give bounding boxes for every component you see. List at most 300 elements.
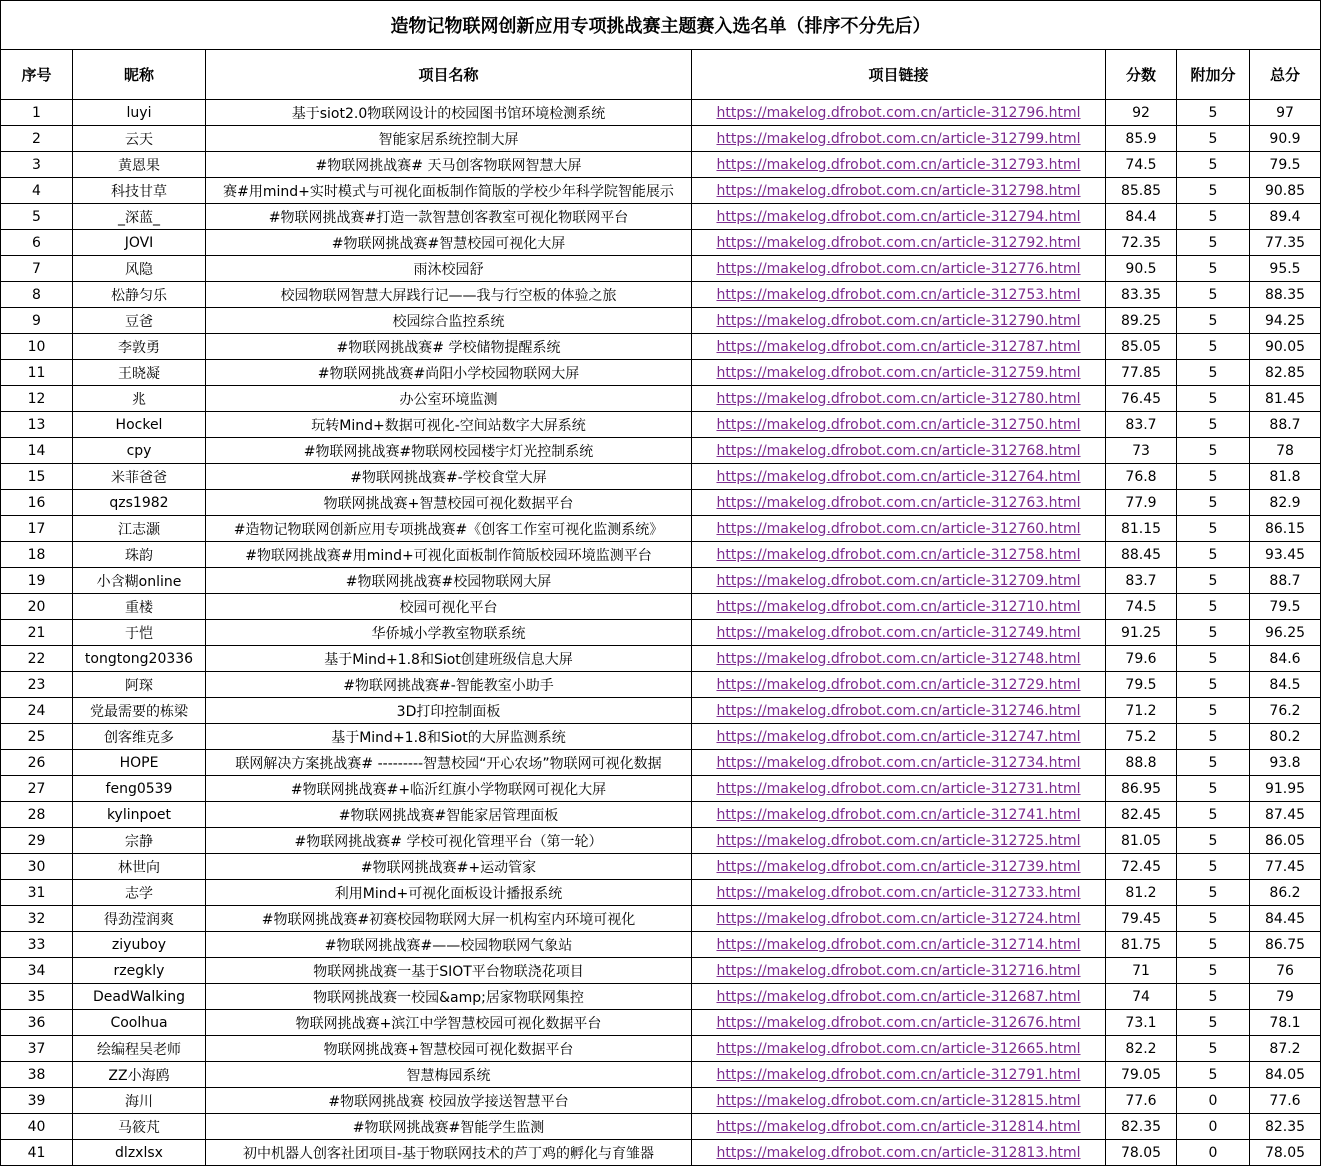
row-link-cell[interactable]: https://makelog.dfrobot.com.cn/article-312796.html (692, 100, 1106, 126)
column-header-score: 分数 (1106, 50, 1177, 100)
row-score-cell: 89.25 (1106, 308, 1177, 334)
row-index-cell: 17 (1, 516, 73, 542)
row-score-cell: 83.35 (1106, 282, 1177, 308)
row-link-cell[interactable]: https://makelog.dfrobot.com.cn/article-312716.html (692, 958, 1106, 984)
row-bonus-cell: 5 (1177, 360, 1250, 386)
row-bonus-cell: 5 (1177, 698, 1250, 724)
row-index-cell: 41 (1, 1140, 73, 1166)
row-bonus-cell: 5 (1177, 334, 1250, 360)
row-index-cell: 18 (1, 542, 73, 568)
row-link-cell[interactable]: https://makelog.dfrobot.com.cn/article-312780.html (692, 386, 1106, 412)
row-index-cell: 1 (1, 100, 73, 126)
row-project-cell: #物联网挑战赛#初赛校园物联网大屏一机构室内环境可视化 (206, 906, 692, 932)
row-link-cell[interactable]: https://makelog.dfrobot.com.cn/article-312747.html (692, 724, 1106, 750)
row-nickname-cell: Hockel (73, 412, 206, 438)
table-row (1, 1114, 1321, 1140)
row-project-cell: 智能家居系统控制大屏 (206, 126, 692, 152)
row-project-cell: 办公室环境监测 (206, 386, 692, 412)
row-link-cell[interactable]: https://makelog.dfrobot.com.cn/article-312665.html (692, 1036, 1106, 1062)
row-total-cell: 89.4 (1250, 204, 1321, 230)
row-bonus-cell: 5 (1177, 646, 1250, 672)
row-link-cell[interactable]: https://makelog.dfrobot.com.cn/article-312724.html (692, 906, 1106, 932)
table-row (1, 568, 1321, 594)
row-total-cell: 79.5 (1250, 594, 1321, 620)
row-link-cell[interactable]: https://makelog.dfrobot.com.cn/article-312815.html (692, 1088, 1106, 1114)
row-index-cell: 6 (1, 230, 73, 256)
row-bonus-cell: 5 (1177, 464, 1250, 490)
row-total-cell: 87.2 (1250, 1036, 1321, 1062)
row-project-cell: #物联网挑战赛#尚阳小学校园物联网大屏 (206, 360, 692, 386)
row-nickname-cell: DeadWalking (73, 984, 206, 1010)
row-project-cell: 物联网挑战赛+智慧校园可视化数据平台 (206, 1036, 692, 1062)
row-bonus-cell: 5 (1177, 958, 1250, 984)
row-nickname-cell: 豆爸 (73, 308, 206, 334)
row-total-cell: 79 (1250, 984, 1321, 1010)
row-score-cell: 77.6 (1106, 1088, 1177, 1114)
row-score-cell: 73 (1106, 438, 1177, 464)
row-total-cell: 82.35 (1250, 1114, 1321, 1140)
row-link-cell[interactable]: https://makelog.dfrobot.com.cn/article-312814.html (692, 1114, 1106, 1140)
column-header-total: 总分 (1250, 50, 1321, 100)
row-project-cell: #造物记物联网创新应用专项挑战赛#《创客工作室可视化监测系统》 (206, 516, 692, 542)
row-project-cell: 联网解决方案挑战赛# ---------智慧校园“开心农场”物联网可视化数据 (206, 750, 692, 776)
column-header-link: 项目链接 (692, 50, 1106, 100)
row-index-cell: 28 (1, 802, 73, 828)
row-bonus-cell: 5 (1177, 1036, 1250, 1062)
row-link-cell[interactable]: https://makelog.dfrobot.com.cn/article-312746.html (692, 698, 1106, 724)
row-nickname-cell: 小含糊online (73, 568, 206, 594)
row-nickname-cell: 科技甘草 (73, 178, 206, 204)
row-total-cell: 95.5 (1250, 256, 1321, 282)
row-total-cell: 76 (1250, 958, 1321, 984)
row-project-cell: #物联网挑战赛#物联网校园楼宇灯光控制系统 (206, 438, 692, 464)
row-nickname-cell: cpy (73, 438, 206, 464)
row-nickname-cell: dlzxlsx (73, 1140, 206, 1166)
row-bonus-cell: 5 (1177, 568, 1250, 594)
row-project-cell: 校园物联网智慧大屏践行记——我与行空板的体验之旅 (206, 282, 692, 308)
row-total-cell: 90.05 (1250, 334, 1321, 360)
row-index-cell: 20 (1, 594, 73, 620)
row-total-cell: 82.9 (1250, 490, 1321, 516)
row-nickname-cell: 黄恩果 (73, 152, 206, 178)
row-link-cell[interactable]: https://makelog.dfrobot.com.cn/article-312790.html (692, 308, 1106, 334)
table-row (1, 152, 1321, 178)
row-score-cell: 92 (1106, 100, 1177, 126)
row-project-cell: 智慧梅园系统 (206, 1062, 692, 1088)
row-bonus-cell: 5 (1177, 1062, 1250, 1088)
row-project-cell: 基于Mind+1.8和Siot的大屏监测系统 (206, 724, 692, 750)
table-row (1, 360, 1321, 386)
table-row (1, 802, 1321, 828)
row-bonus-cell: 5 (1177, 412, 1250, 438)
table-row (1, 776, 1321, 802)
row-score-cell: 82.45 (1106, 802, 1177, 828)
row-nickname-cell: 志学 (73, 880, 206, 906)
row-nickname-cell: 海川 (73, 1088, 206, 1114)
row-nickname-cell: 绘编程吴老师 (73, 1036, 206, 1062)
row-total-cell: 79.5 (1250, 152, 1321, 178)
row-link-cell[interactable]: https://makelog.dfrobot.com.cn/article-312731.html (692, 776, 1106, 802)
row-project-cell: #物联网挑战赛#智慧校园可视化大屏 (206, 230, 692, 256)
row-index-cell: 19 (1, 568, 73, 594)
row-index-cell: 7 (1, 256, 73, 282)
row-link-cell[interactable]: https://makelog.dfrobot.com.cn/article-312794.html (692, 204, 1106, 230)
row-bonus-cell: 5 (1177, 282, 1250, 308)
row-total-cell: 90.85 (1250, 178, 1321, 204)
table-row (1, 230, 1321, 256)
row-score-cell: 88.8 (1106, 750, 1177, 776)
row-bonus-cell: 5 (1177, 490, 1250, 516)
row-bonus-cell: 5 (1177, 126, 1250, 152)
row-bonus-cell: 5 (1177, 100, 1250, 126)
row-score-cell: 88.45 (1106, 542, 1177, 568)
row-bonus-cell: 5 (1177, 204, 1250, 230)
row-index-cell: 25 (1, 724, 73, 750)
row-bonus-cell: 5 (1177, 542, 1250, 568)
row-nickname-cell: feng0539 (73, 776, 206, 802)
row-index-cell: 31 (1, 880, 73, 906)
row-bonus-cell: 5 (1177, 802, 1250, 828)
table-row (1, 1036, 1321, 1062)
row-nickname-cell: rzegkly (73, 958, 206, 984)
row-bonus-cell: 5 (1177, 516, 1250, 542)
table-row (1, 906, 1321, 932)
row-bonus-cell: 5 (1177, 1010, 1250, 1036)
row-bonus-cell: 5 (1177, 230, 1250, 256)
table-row (1, 724, 1321, 750)
row-bonus-cell: 5 (1177, 880, 1250, 906)
row-project-cell: 物联网挑战赛一基于SIOT平台物联浇花项目 (206, 958, 692, 984)
row-bonus-cell: 5 (1177, 932, 1250, 958)
row-index-cell: 9 (1, 308, 73, 334)
row-link-cell[interactable]: https://makelog.dfrobot.com.cn/article-312676.html (692, 1010, 1106, 1036)
table-row (1, 958, 1321, 984)
row-score-cell: 77.85 (1106, 360, 1177, 386)
row-nickname-cell: 重楼 (73, 594, 206, 620)
table-row (1, 126, 1321, 152)
row-link-cell[interactable]: https://makelog.dfrobot.com.cn/article-312768.html (692, 438, 1106, 464)
row-nickname-cell: 王晓凝 (73, 360, 206, 386)
row-index-cell: 30 (1, 854, 73, 880)
row-total-cell: 78 (1250, 438, 1321, 464)
row-score-cell: 83.7 (1106, 412, 1177, 438)
row-total-cell: 86.15 (1250, 516, 1321, 542)
row-link-cell[interactable]: https://makelog.dfrobot.com.cn/article-312787.html (692, 334, 1106, 360)
row-total-cell: 86.05 (1250, 828, 1321, 854)
row-score-cell: 86.95 (1106, 776, 1177, 802)
row-index-cell: 22 (1, 646, 73, 672)
table-row (1, 1062, 1321, 1088)
row-score-cell: 72.45 (1106, 854, 1177, 880)
row-index-cell: 14 (1, 438, 73, 464)
table-row (1, 386, 1321, 412)
row-bonus-cell: 5 (1177, 984, 1250, 1010)
row-nickname-cell: 兆 (73, 386, 206, 412)
table-row (1, 178, 1321, 204)
column-header-bonus: 附加分 (1177, 50, 1250, 100)
row-nickname-cell: qzs1982 (73, 490, 206, 516)
row-link-cell[interactable]: https://makelog.dfrobot.com.cn/article-312749.html (692, 620, 1106, 646)
row-link-cell[interactable]: https://makelog.dfrobot.com.cn/article-312748.html (692, 646, 1106, 672)
row-bonus-cell: 5 (1177, 776, 1250, 802)
row-bonus-cell: 0 (1177, 1088, 1250, 1114)
row-nickname-cell: 党最需要的栋梁 (73, 698, 206, 724)
row-index-cell: 12 (1, 386, 73, 412)
row-link-cell[interactable]: https://makelog.dfrobot.com.cn/article-312792.html (692, 230, 1106, 256)
row-index-cell: 38 (1, 1062, 73, 1088)
row-score-cell: 84.4 (1106, 204, 1177, 230)
row-project-cell: #物联网挑战赛#+运动管家 (206, 854, 692, 880)
row-project-cell: #物联网挑战赛#智能家居管理面板 (206, 802, 692, 828)
row-bonus-cell: 5 (1177, 178, 1250, 204)
row-score-cell: 71 (1106, 958, 1177, 984)
row-project-cell: #物联网挑战赛#+临沂红旗小学物联网可视化大屏 (206, 776, 692, 802)
table-row (1, 750, 1321, 776)
row-total-cell: 84.6 (1250, 646, 1321, 672)
row-total-cell: 97 (1250, 100, 1321, 126)
row-nickname-cell: _深蓝_ (73, 204, 206, 230)
table-row (1, 542, 1321, 568)
row-total-cell: 78.1 (1250, 1010, 1321, 1036)
row-index-cell: 29 (1, 828, 73, 854)
row-bonus-cell: 5 (1177, 906, 1250, 932)
table-body (1, 100, 1321, 1166)
row-total-cell: 88.7 (1250, 412, 1321, 438)
row-bonus-cell: 0 (1177, 1140, 1250, 1166)
row-score-cell: 79.6 (1106, 646, 1177, 672)
row-total-cell: 84.05 (1250, 1062, 1321, 1088)
row-link-cell[interactable]: https://makelog.dfrobot.com.cn/article-312760.html (692, 516, 1106, 542)
column-header-project: 项目名称 (206, 50, 692, 100)
row-project-cell: #物联网挑战赛# 学校可视化管理平台（第一轮） (206, 828, 692, 854)
row-score-cell: 74.5 (1106, 152, 1177, 178)
row-total-cell: 91.95 (1250, 776, 1321, 802)
row-score-cell: 82.2 (1106, 1036, 1177, 1062)
row-link-cell[interactable]: https://makelog.dfrobot.com.cn/article-312793.html (692, 152, 1106, 178)
row-bonus-cell: 0 (1177, 1114, 1250, 1140)
row-link-cell[interactable]: https://makelog.dfrobot.com.cn/article-312764.html (692, 464, 1106, 490)
row-index-cell: 8 (1, 282, 73, 308)
row-score-cell: 85.85 (1106, 178, 1177, 204)
row-total-cell: 77.35 (1250, 230, 1321, 256)
row-score-cell: 76.8 (1106, 464, 1177, 490)
table-row (1, 1010, 1321, 1036)
row-nickname-cell: 云天 (73, 126, 206, 152)
row-nickname-cell: 阿琛 (73, 672, 206, 698)
row-total-cell: 86.2 (1250, 880, 1321, 906)
column-header-index: 序号 (1, 50, 73, 100)
row-link-cell[interactable]: https://makelog.dfrobot.com.cn/article-312753.html (692, 282, 1106, 308)
row-total-cell: 93.45 (1250, 542, 1321, 568)
row-project-cell: #物联网挑战赛# 天马创客物联网智慧大屏 (206, 152, 692, 178)
row-link-cell[interactable]: https://makelog.dfrobot.com.cn/article-312758.html (692, 542, 1106, 568)
row-total-cell: 84.45 (1250, 906, 1321, 932)
row-project-cell: 赛#用mind+实时模式与可视化面板制作简版的学校少年科学院智能展示 (206, 178, 692, 204)
row-total-cell: 80.2 (1250, 724, 1321, 750)
row-score-cell: 79.05 (1106, 1062, 1177, 1088)
row-nickname-cell: 江志灏 (73, 516, 206, 542)
row-index-cell: 24 (1, 698, 73, 724)
row-link-cell[interactable]: https://makelog.dfrobot.com.cn/article-312741.html (692, 802, 1106, 828)
row-index-cell: 39 (1, 1088, 73, 1114)
row-total-cell: 96.25 (1250, 620, 1321, 646)
row-index-cell: 40 (1, 1114, 73, 1140)
row-index-cell: 10 (1, 334, 73, 360)
row-link-cell[interactable]: https://makelog.dfrobot.com.cn/article-312714.html (692, 932, 1106, 958)
row-link-cell[interactable]: https://makelog.dfrobot.com.cn/article-312733.html (692, 880, 1106, 906)
row-total-cell: 77.45 (1250, 854, 1321, 880)
row-score-cell: 78.05 (1106, 1140, 1177, 1166)
row-bonus-cell: 5 (1177, 152, 1250, 178)
row-project-cell: 雨沐校园舒 (206, 256, 692, 282)
row-bonus-cell: 5 (1177, 438, 1250, 464)
table-row (1, 308, 1321, 334)
row-link-cell[interactable]: https://makelog.dfrobot.com.cn/article-312709.html (692, 568, 1106, 594)
row-total-cell: 86.75 (1250, 932, 1321, 958)
row-score-cell: 79.5 (1106, 672, 1177, 698)
row-nickname-cell: 风隐 (73, 256, 206, 282)
row-bonus-cell: 5 (1177, 854, 1250, 880)
row-nickname-cell: ziyuboy (73, 932, 206, 958)
row-score-cell: 76.45 (1106, 386, 1177, 412)
row-project-cell: #物联网挑战赛#智能学生监测 (206, 1114, 692, 1140)
row-nickname-cell: HOPE (73, 750, 206, 776)
table-row (1, 1140, 1321, 1166)
row-total-cell: 88.7 (1250, 568, 1321, 594)
row-nickname-cell: 得劲滢润爽 (73, 906, 206, 932)
row-bonus-cell: 5 (1177, 594, 1250, 620)
row-link-cell[interactable]: https://makelog.dfrobot.com.cn/article-312734.html (692, 750, 1106, 776)
row-total-cell: 87.45 (1250, 802, 1321, 828)
row-index-cell: 13 (1, 412, 73, 438)
row-score-cell: 77.9 (1106, 490, 1177, 516)
table-row (1, 594, 1321, 620)
row-link-cell[interactable]: https://makelog.dfrobot.com.cn/article-312799.html (692, 126, 1106, 152)
row-nickname-cell: 马筱芃 (73, 1114, 206, 1140)
row-bonus-cell: 5 (1177, 386, 1250, 412)
row-index-cell: 21 (1, 620, 73, 646)
row-nickname-cell: tongtong20336 (73, 646, 206, 672)
row-index-cell: 16 (1, 490, 73, 516)
row-nickname-cell: 李敦勇 (73, 334, 206, 360)
table-row (1, 1088, 1321, 1114)
table-row (1, 100, 1321, 126)
row-bonus-cell: 5 (1177, 256, 1250, 282)
table-row (1, 698, 1321, 724)
row-score-cell: 73.1 (1106, 1010, 1177, 1036)
row-total-cell: 78.05 (1250, 1140, 1321, 1166)
row-nickname-cell: 创客维克多 (73, 724, 206, 750)
row-score-cell: 90.5 (1106, 256, 1177, 282)
row-link-cell[interactable]: https://makelog.dfrobot.com.cn/article-312739.html (692, 854, 1106, 880)
row-link-cell[interactable]: https://makelog.dfrobot.com.cn/article-312791.html (692, 1062, 1106, 1088)
row-score-cell: 81.05 (1106, 828, 1177, 854)
row-total-cell: 84.5 (1250, 672, 1321, 698)
row-index-cell: 26 (1, 750, 73, 776)
row-index-cell: 3 (1, 152, 73, 178)
table-row (1, 464, 1321, 490)
column-header-nickname: 昵称 (73, 50, 206, 100)
row-project-cell: #物联网挑战赛#-学校食堂大屏 (206, 464, 692, 490)
row-index-cell: 4 (1, 178, 73, 204)
row-link-cell[interactable]: https://makelog.dfrobot.com.cn/article-312776.html (692, 256, 1106, 282)
table-row (1, 412, 1321, 438)
row-nickname-cell: ZZ小海鸥 (73, 1062, 206, 1088)
row-project-cell: 校园可视化平台 (206, 594, 692, 620)
row-link-cell[interactable]: https://makelog.dfrobot.com.cn/article-312798.html (692, 178, 1106, 204)
row-project-cell: #物联网挑战赛#用mind+可视化面板制作简版校园环境监测平台 (206, 542, 692, 568)
row-total-cell: 94.25 (1250, 308, 1321, 334)
row-nickname-cell: 林世向 (73, 854, 206, 880)
row-bonus-cell: 5 (1177, 750, 1250, 776)
row-score-cell: 85.05 (1106, 334, 1177, 360)
row-link-cell[interactable]: https://makelog.dfrobot.com.cn/article-312813.html (692, 1140, 1106, 1166)
table-row (1, 932, 1321, 958)
row-index-cell: 23 (1, 672, 73, 698)
table-row (1, 880, 1321, 906)
row-project-cell: 物联网挑战赛+滨江中学智慧校园可视化数据平台 (206, 1010, 692, 1036)
row-nickname-cell: kylinpoet (73, 802, 206, 828)
row-score-cell: 72.35 (1106, 230, 1177, 256)
row-link-cell[interactable]: https://makelog.dfrobot.com.cn/article-312750.html (692, 412, 1106, 438)
row-index-cell: 34 (1, 958, 73, 984)
row-link-cell[interactable]: https://makelog.dfrobot.com.cn/article-312710.html (692, 594, 1106, 620)
row-project-cell: 3D打印控制面板 (206, 698, 692, 724)
row-total-cell: 88.35 (1250, 282, 1321, 308)
table-row (1, 646, 1321, 672)
row-score-cell: 85.9 (1106, 126, 1177, 152)
row-score-cell: 81.75 (1106, 932, 1177, 958)
table-row (1, 828, 1321, 854)
row-project-cell: #物联网挑战赛#——校园物联网气象站 (206, 932, 692, 958)
table-row (1, 672, 1321, 698)
row-project-cell: #物联网挑战赛#打造一款智慧创客教室可视化物联网平台 (206, 204, 692, 230)
row-bonus-cell: 5 (1177, 724, 1250, 750)
row-bonus-cell: 5 (1177, 672, 1250, 698)
row-total-cell: 81.8 (1250, 464, 1321, 490)
row-total-cell: 76.2 (1250, 698, 1321, 724)
row-index-cell: 33 (1, 932, 73, 958)
row-link-cell[interactable]: https://makelog.dfrobot.com.cn/article-312729.html (692, 672, 1106, 698)
row-index-cell: 27 (1, 776, 73, 802)
table-row (1, 438, 1321, 464)
row-index-cell: 2 (1, 126, 73, 152)
row-nickname-cell: 松静匀乐 (73, 282, 206, 308)
row-nickname-cell: luyi (73, 100, 206, 126)
row-score-cell: 74.5 (1106, 594, 1177, 620)
row-project-cell: #物联网挑战赛#校园物联网大屏 (206, 568, 692, 594)
row-nickname-cell: 宗静 (73, 828, 206, 854)
row-index-cell: 5 (1, 204, 73, 230)
row-index-cell: 15 (1, 464, 73, 490)
table-row (1, 204, 1321, 230)
row-total-cell: 81.45 (1250, 386, 1321, 412)
row-link-cell[interactable]: https://makelog.dfrobot.com.cn/article-312687.html (692, 984, 1106, 1010)
table-row (1, 620, 1321, 646)
row-total-cell: 77.6 (1250, 1088, 1321, 1114)
row-index-cell: 11 (1, 360, 73, 386)
row-link-cell[interactable]: https://makelog.dfrobot.com.cn/article-312725.html (692, 828, 1106, 854)
row-link-cell[interactable]: https://makelog.dfrobot.com.cn/article-312759.html (692, 360, 1106, 386)
row-score-cell: 81.15 (1106, 516, 1177, 542)
row-index-cell: 36 (1, 1010, 73, 1036)
row-bonus-cell: 5 (1177, 828, 1250, 854)
row-score-cell: 79.45 (1106, 906, 1177, 932)
row-score-cell: 91.25 (1106, 620, 1177, 646)
row-project-cell: #物联网挑战赛# 学校储物提醒系统 (206, 334, 692, 360)
row-link-cell[interactable]: https://makelog.dfrobot.com.cn/article-312763.html (692, 490, 1106, 516)
table-row (1, 984, 1321, 1010)
